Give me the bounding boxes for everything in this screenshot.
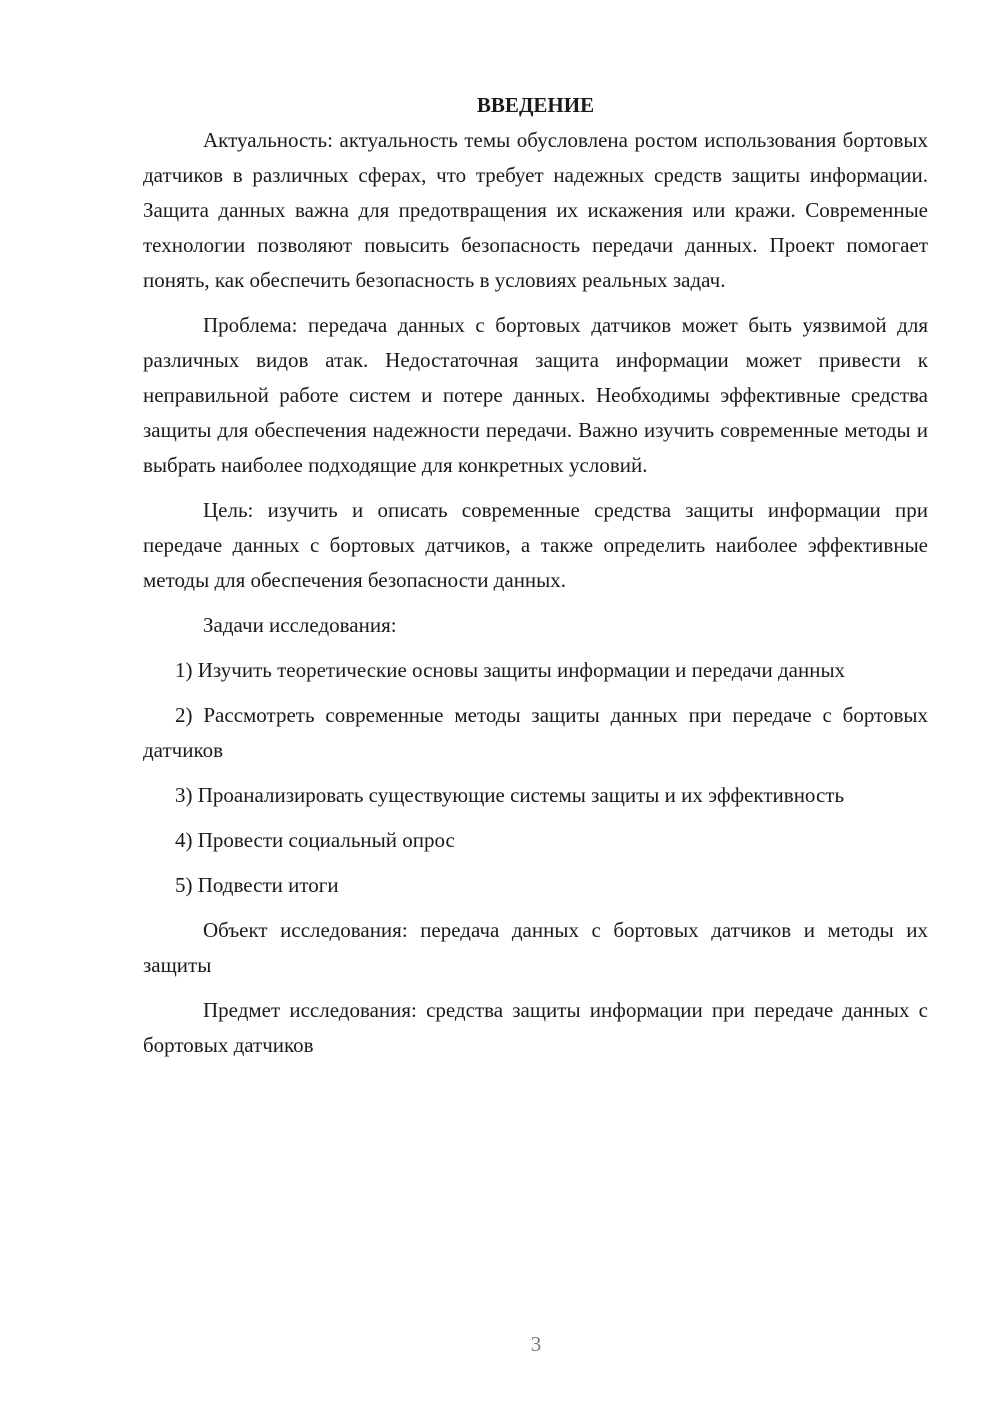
goal-paragraph: Цель: изучить и описать современные средства защиты информации при передаче данных с бортовых датчиков, а также определить наиболее эффективные методы для обеспечения безопасности данных. — [143, 498, 928, 592]
task-item: 4) Провести социальный опрос — [175, 828, 455, 852]
object-paragraph: Объект исследования: передача данных с бортовых датчиков и методы их защиты — [143, 918, 928, 977]
task-item: 1) Изучить теоретические основы защиты информации и передачи данных — [175, 658, 846, 682]
page-number: 3 — [530, 1332, 542, 1356]
task-item: 3) Проанализировать существующие системы защиты и их эффективность — [175, 783, 845, 807]
task-item: 5) Подвести итоги — [175, 873, 339, 897]
document-page — [143, 88, 928, 1063]
task-item: 2) Рассмотреть современные методы защиты данных при передаче с бортовых датчиков — [143, 703, 928, 762]
problem-paragraph: Проблема: передача данных с бортовых датчиков может быть уязвимой для различных видов атак. Недостаточная защита информации может привести к неправильной работе систем и потере данных. Необходимы эффективные средства защиты для обеспечения надежности передачи. Важно изучить современные методы и выбрать наиболее подходящие для конкретных условий. — [143, 313, 928, 477]
subject-paragraph: Предмет исследования: средства защиты информации при передаче данных с бортовых датчиков — [143, 998, 928, 1057]
relevance-paragraph: Актуальность: актуальность темы обусловлена ростом использования бортовых датчиков в различных сферах, что требует надежных средств защиты информации. Защита данных важна для предотвращения их искажения или кражи. Современные технологии позволяют повысить безопасность передачи данных. Проект помогает понять, как обеспечить безопасность в условиях реальных задач. — [143, 128, 928, 292]
tasks-heading: Задачи исследования: — [203, 613, 397, 637]
page-title: ВВЕДЕНИЕ — [476, 93, 595, 117]
